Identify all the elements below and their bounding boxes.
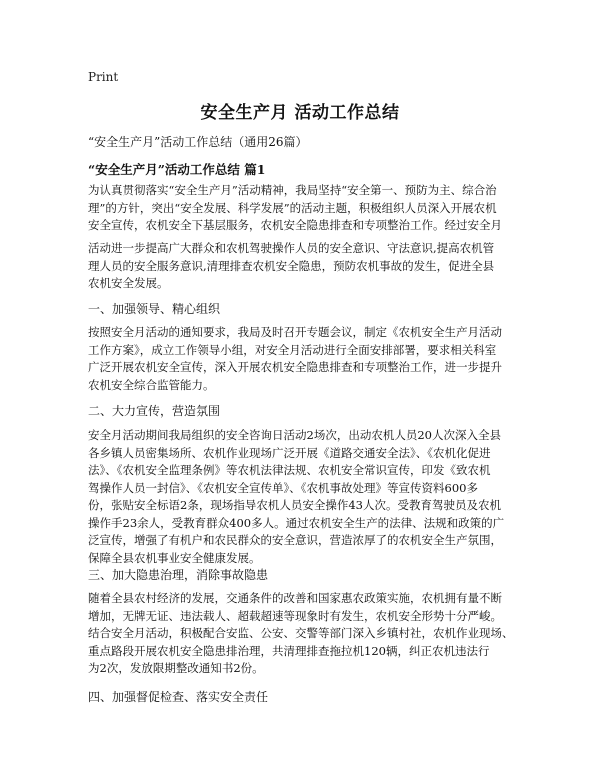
paragraph-line: 结合安全月活动，积极配合安监、公安、交警等部门深入乡镇村社，农机作业现场、	[88, 626, 514, 640]
paragraph-line: 按照安全月活动的通知要求，我局及时召开专题会议，制定《农机安全生产月活动	[88, 325, 502, 339]
paragraph-line: 重点路段开展农机安全隐患排治理，共清理排查拖拉机120辆，纠正农机违法行	[88, 643, 490, 658]
paragraph-publicity	[88, 427, 520, 567]
paragraph-line: 安全宣传，农机安全下基层服务，农机安全隐患排查和专项整治工作。经过安全月	[88, 218, 502, 232]
paragraph-line: 增加，无牌无证、违法载人、超载超速等现象时有发生，农机安全形势十分严峻。	[88, 608, 502, 623]
paragraph-line: 随着全县农村经济的发展，交通条件的改善和国家惠农政策实施，农机拥有量不断	[88, 591, 502, 605]
paragraph-line: 泛宣传，增强了有机户和农民群众的安全意识，营造浓厚了的农机安全生产氛围，	[88, 533, 502, 547]
paragraph-line: 活动进一步提高广大群众和农机驾驶操作人员的安全意识、守法意识,提高农机管	[88, 241, 495, 255]
heading-publicity: 二、大力宣传，营造氛围	[88, 404, 221, 418]
heading-hazard: 三、加大隐患治理，消除事故隐患	[88, 568, 269, 582]
print-label[interactable]: Print	[88, 70, 119, 84]
paragraph-leadership	[88, 324, 520, 394]
paragraph-line: 广泛开展农机安全宣传，深入开展农机安全隐患排查和专项整治工作，进一步提升	[88, 360, 502, 374]
paragraph-line: 法》、《农机安全监理条例》等农机法律法规、农机安全常识宣传，印发《致农机	[88, 463, 491, 477]
paragraph-line: 为2次，发放限期整改通知书2份。	[88, 661, 264, 675]
paragraph-intro	[88, 182, 520, 235]
paragraph-hazard	[88, 590, 520, 678]
section-title: “安全生产月”活动工作总结 篇1	[88, 162, 266, 177]
paragraph-line: 工作方案》，成立工作领导小组，对安全月活动进行全面安排部署，要求相关科室	[88, 342, 497, 357]
paragraph-line: 理”的方针，突出“安全发展、科学发展”的活动主题，积极组织人员深入开展农机	[88, 200, 497, 215]
document-title: 安全生产月 活动工作总结	[200, 103, 400, 123]
paragraph-line: 保障全县农机事业安全健康发展。	[88, 550, 261, 565]
paragraph-line: 驾操作人员一封信》、《农机安全宣传单》、《农机事故处理》等宣传资料600多	[88, 480, 478, 495]
paragraph-line: 农机安全发展。	[88, 276, 169, 290]
paragraph-line: 农机安全综合监管能力。	[88, 377, 215, 392]
heading-supervision: 四、加强督促检查、落实安全责任	[88, 690, 269, 704]
paragraph-line: 份，张贴安全标语2条，现场指导农机人员安全操作43人次。受教育驾驶员及农机	[88, 498, 501, 512]
paragraph-line: 安全月活动期间我局组织的安全咨询日活动2场次，出动农机人员20人次深入全县	[88, 428, 501, 442]
document-subtitle: “安全生产月”活动工作总结（通用26篇）	[88, 135, 308, 149]
heading-leadership: 一、加强领导、精心组织	[88, 302, 221, 316]
paragraph-line: 理人员的安全服务意识,清理排查农机安全隐患，预防农机事故的发生，促进全县	[88, 258, 495, 273]
paragraph-activity	[88, 240, 520, 293]
paragraph-line: 各乡镇人员密集场所、农机作业现场广泛开展《道路交通安全法》、《农机化促进	[88, 445, 491, 460]
paragraph-line: 操作手23余人，受教育群众400多人。通过农机安全生产的法律、法规和政策的广	[88, 515, 505, 530]
paragraph-line: 为认真贯彻落实“安全生产月”活动精神，我局坚持“安全第一、预防为主、综合治	[88, 183, 497, 197]
